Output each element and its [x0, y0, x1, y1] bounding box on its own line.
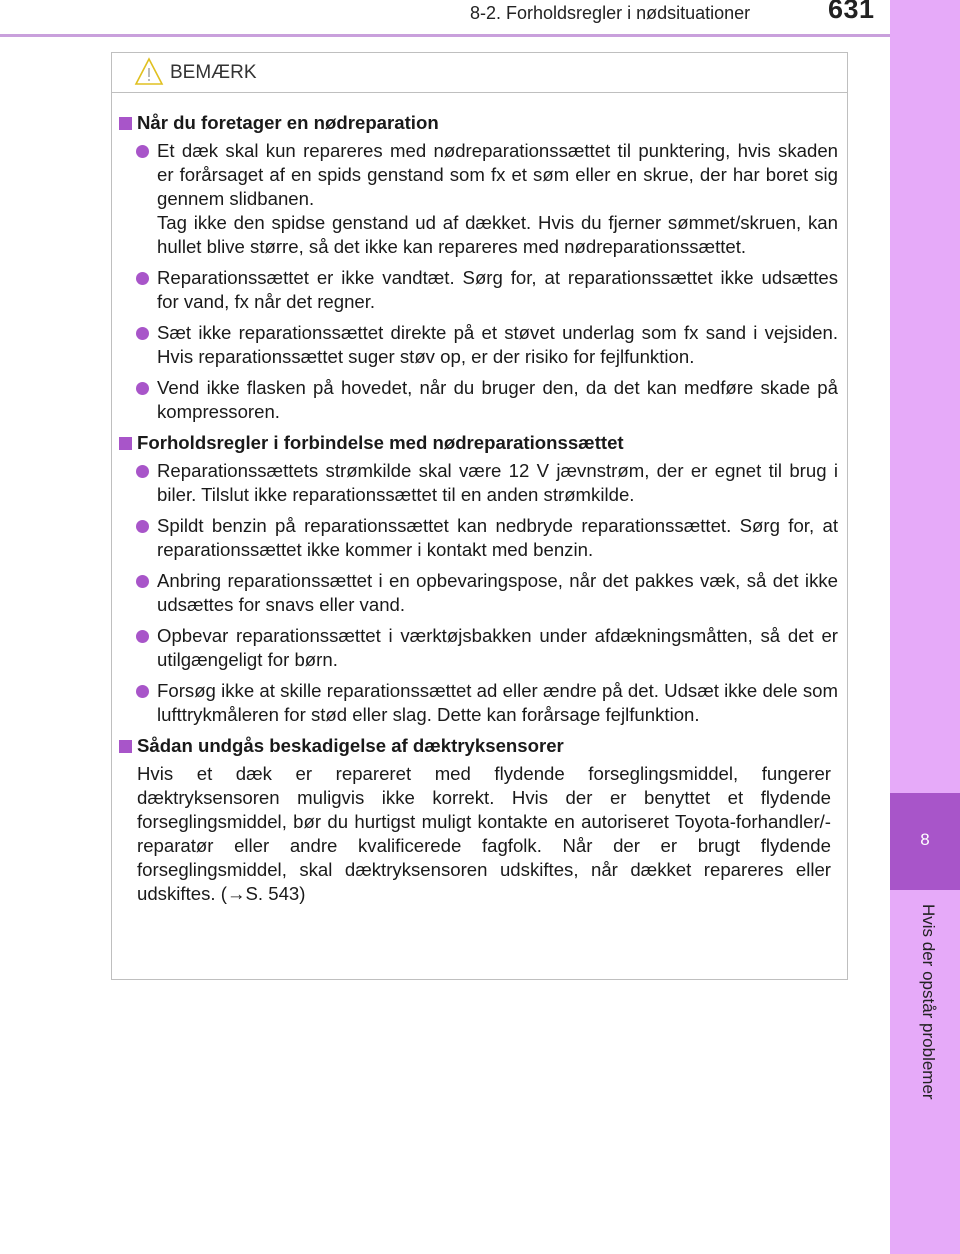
note-section — [119, 111, 838, 424]
section-heading-text: Forholdsregler i forbindelse med nødreparationssættet — [137, 432, 624, 453]
round-bullet-icon — [136, 520, 149, 533]
warning-triangle-icon — [134, 57, 164, 92]
bullet-item — [119, 569, 838, 617]
section-heading-text: Når du foretager en nødreparation — [137, 112, 439, 133]
bullet-item — [119, 266, 838, 314]
note-label: BEMÆRK — [170, 62, 257, 83]
square-bullet-icon — [119, 117, 132, 130]
note-section — [119, 431, 838, 727]
bullet-item — [119, 624, 838, 672]
note-header — [112, 53, 847, 93]
bullet-text: Opbevar reparationssættet i værktøjsbakken under afdækningsmåtten, så det er utilgængeligt for børn. — [157, 625, 838, 670]
bullet-item — [119, 139, 838, 259]
round-bullet-icon — [136, 630, 149, 643]
round-bullet-icon — [136, 382, 149, 395]
bullet-item — [119, 459, 838, 507]
round-bullet-icon — [136, 575, 149, 588]
section-heading — [119, 431, 838, 455]
bullet-item — [119, 321, 838, 369]
bullet-item — [119, 679, 838, 727]
round-bullet-icon — [136, 465, 149, 478]
bullet-text: Reparationssættets strømkilde skal være 12 V jævnstrøm, der er egnet til brug i biler. Tilslut ikke reparationssættet til en anden strømkilde. — [157, 460, 838, 505]
section-header: 8-2. Forholdsregler i nødsituationer — [470, 3, 751, 23]
bullet-text: Sæt ikke reparationssættet direkte på et støvet underlag som fx sand i vejsiden. Hvis reparationssættet suger støv op, er der risiko for fejlfunktion. — [157, 322, 838, 367]
section-heading-text: Sådan undgås beskadigelse af dæktryksensorer — [137, 735, 564, 756]
bullet-text: Anbring reparationssættet i en opbevaringspose, når det pakkes væk, så det ikke udsættes for snavs eller vand. — [157, 570, 838, 615]
bullet-text: Forsøg ikke at skille reparationssættet ad eller ændre på det. Udsæt ikke dele som lufttrykmåleren for stød eller slag. Dette kan forårsage fejlfunktion. — [157, 680, 838, 725]
bullet-text: Reparationssættet er ikke vandtæt. Sørg for, at reparationssættet ikke udsættes for vand, fx når det regner. — [157, 267, 838, 312]
bullet-text: Spildt benzin på reparationssættet kan nedbryde reparationssættet. Sørg for, at reparationssættet ikke kommer i kontakt med benzin. — [157, 515, 838, 560]
square-bullet-icon — [119, 740, 132, 753]
header-divider — [0, 34, 890, 37]
chapter-title: Hvis der opstår problemer — [919, 904, 938, 1100]
note-body — [112, 93, 847, 906]
round-bullet-icon — [136, 685, 149, 698]
note-box — [111, 52, 848, 980]
page-number: 631 — [828, 0, 875, 24]
chapter-number: 8 — [920, 830, 930, 849]
round-bullet-icon — [136, 327, 149, 340]
section-paragraph: Hvis et dæk er repareret med flydende forseglingsmiddel, fungerer dæktryksensoren muligvis ikke korrekt. Hvis der er benyttet et flydende forseglingsmiddel, bør du hurtigst muligt kontakte en autoriseret Toyota-forhandler/-reparatør eller andre kvalificerede fagfolk. Når der er brugt flydende forseglingsmiddel, skal dæktryksensoren udskiftes, når dækket repareres eller udskiftes. (→S. 543) — [137, 763, 831, 904]
bullet-item — [119, 514, 838, 562]
note-section — [119, 734, 838, 906]
section-heading — [119, 111, 838, 135]
bullet-text: Et dæk skal kun repareres med nødreparationssættet til punktering, hvis skaden er forårsaget af en spids genstand som fx et søm eller en skrue, der har boret sig gennem slidbanen. — [157, 140, 838, 209]
bullet-text: Vend ikke flasken på hovedet, når du bruger den, da det kan medføre skade på kompressoren. — [157, 377, 838, 422]
square-bullet-icon — [119, 437, 132, 450]
bullet-text: Tag ikke den spidse genstand ud af dækket. Hvis du fjerner sømmet/skruen, kan hullet blive større, så det ikke kan repareres med nødreparationssættet. — [157, 212, 838, 257]
bullet-item — [119, 376, 838, 424]
section-heading — [119, 734, 838, 758]
round-bullet-icon — [136, 145, 149, 158]
round-bullet-icon — [136, 272, 149, 285]
